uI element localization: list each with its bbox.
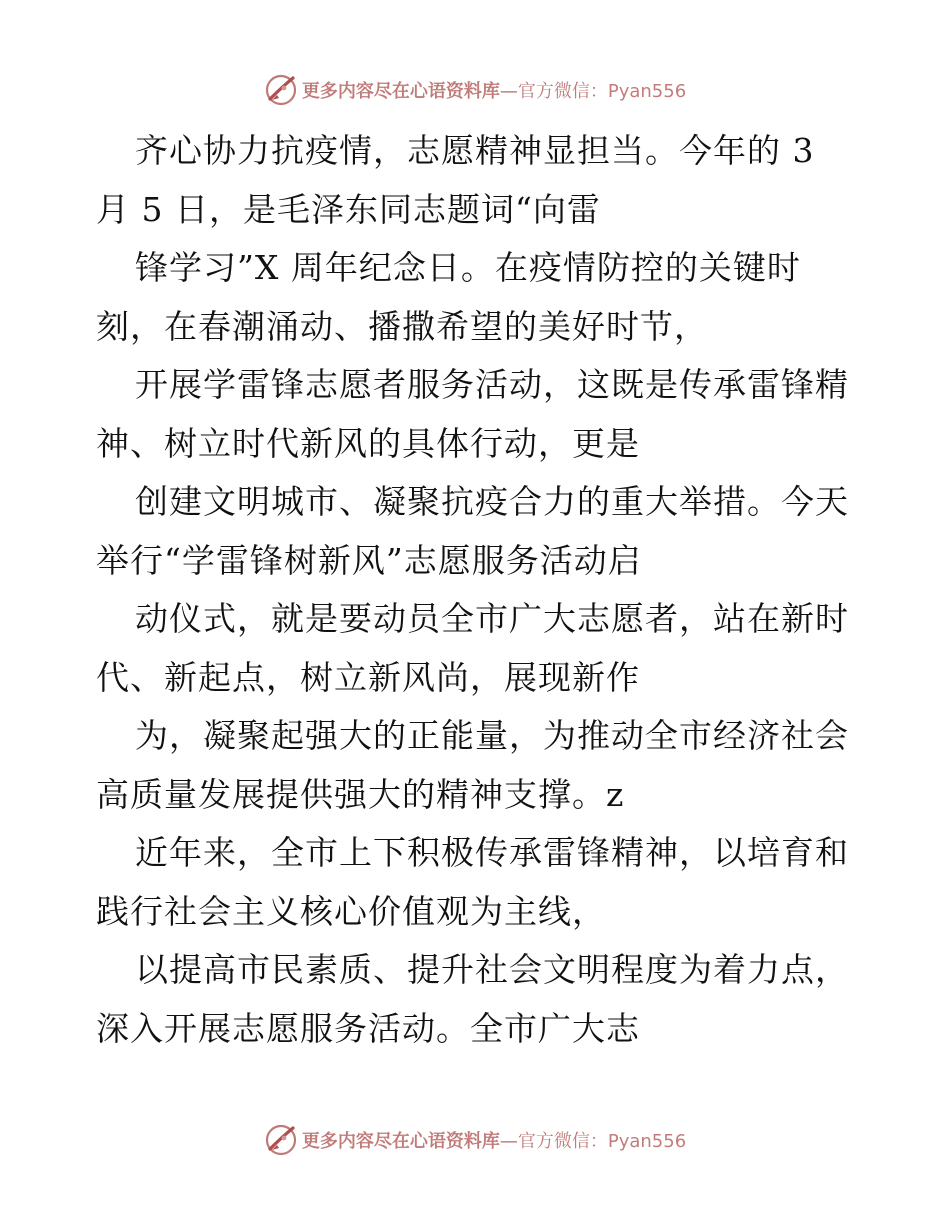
- watermark-wechat-label: 官方微信：: [517, 1131, 608, 1152]
- paragraph-line: 深入开展志愿服务活动。全市广大志: [96, 1008, 640, 1048]
- paragraph-line: 锋学习”X 周年纪念日。在疫情防控的关键时: [135, 248, 801, 287]
- paragraph-line: 月 5 日，是毛泽东同志题词“向雷: [96, 189, 601, 229]
- paragraph-line: 动仪式，就是要动员全市广大志愿者，站在新时: [135, 599, 849, 638]
- watermark-dash: —: [499, 1131, 518, 1152]
- paragraph-line: 举行“学雷锋树新风”志愿服务活动启: [96, 540, 642, 580]
- paragraph-line: 创建文明城市、凝聚抗疫合力的重大举措。今天: [135, 482, 849, 521]
- watermark-dash: —: [499, 81, 518, 102]
- document-body: [96, 122, 866, 1058]
- watermark-wechat-label: 官方微信：: [517, 81, 608, 102]
- paragraph-line: 践行社会主义核心价值观为主线，: [96, 891, 606, 931]
- watermark-wechat-id: Pyan556: [607, 1131, 687, 1152]
- footer-watermark: [0, 1120, 950, 1160]
- watermark-wechat-id: Pyan556: [607, 81, 687, 102]
- watermark-text: [302, 1127, 686, 1153]
- watermark-text: [302, 77, 686, 103]
- paragraph-line: 神、树立时代新风的具体行动，更是: [96, 423, 640, 463]
- paragraph-line: 高质量发展提供强大的精神支撑。z: [96, 774, 625, 814]
- paragraph-line: 齐心协力抗疫情，志愿精神显担当。今年的 3: [135, 131, 815, 170]
- watermark-slogan: 更多内容尽在心语资料库: [301, 1131, 500, 1152]
- paragraph-line: 为，凝聚起强大的正能量，为推动全市经济社会: [135, 716, 849, 755]
- brush-pen-icon: [264, 73, 298, 107]
- paragraph-line: 开展学雷锋志愿者服务活动，这既是传承雷锋精: [135, 365, 849, 404]
- paragraph-line: 代、新起点，树立新风尚，展现新作: [96, 657, 640, 697]
- brush-pen-icon: [264, 1123, 298, 1157]
- paragraph-line: 刻，在春潮涌动、播撒希望的美好时节，: [96, 306, 708, 346]
- paragraph-line: 近年来，全市上下积极传承雷锋精神，以培育和: [135, 833, 849, 872]
- paragraph-line: 以提高市民素质、提升社会文明程度为着力点，: [135, 950, 849, 989]
- header-watermark: [0, 70, 950, 110]
- watermark-slogan: 更多内容尽在心语资料库: [301, 81, 500, 102]
